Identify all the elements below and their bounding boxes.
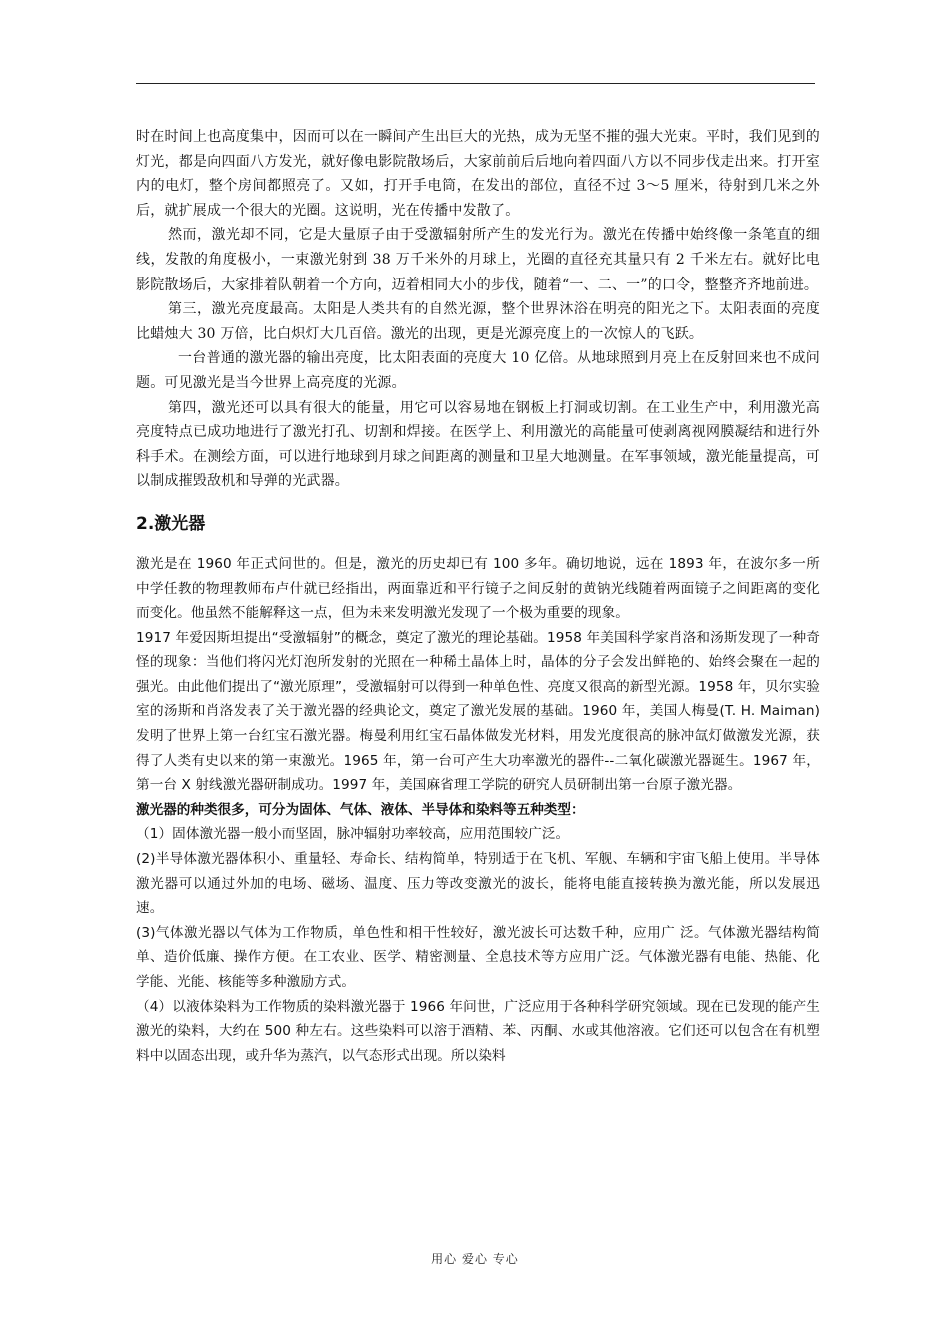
- paragraph-brightness: 第三，激光亮度最高。太阳是人类共有的自然光源，整个世界沐浴在明亮的阳光之下。太阳表面的亮度比蜡烛大 30 万倍，比白炽灯大几百倍。激光的出现，更是光源亮度上的一次惊人的飞跃。: [136, 301, 820, 342]
- paragraph-laser-straight-line: 然而，激光却不同，它是大量原子由于受激辐射所产生的发光行为。激光在传播中始终像一条笔直的细线，发散的角度极小，一束激光射到 38 万千米外的月球上，光圈的直径充其量只有 2 千米左右。就好比电影院散场后，大家排着队朝着一个方向，迈着相同大小的步伐，随着“一、二、一”的口令，整整齐齐地前进。: [136, 227, 820, 293]
- paragraph-energy: 第四，激光还可以具有很大的能量，用它可以容易地在钢板上打洞或切割。在工业生产中，利用激光高亮度特点已成功地进行了激光打孔、切割和焊接。在医学上、利用激光的高能量可使剥离视网膜凝结和进行外科手术。在测绘方面，可以进行地球到月球之间距离的测量和卫星大地测量。在军事领域，激光能量提高，可以制成摧毁敌机和导弹的光武器。: [136, 399, 820, 490]
- laser-type-semiconductor: (2)半导体激光器体积小、重量轻、寿命长、结构简单，特别适于在飞机、军舰、车辆和宇宙飞船上使用。半导体激光器可以通过外加的电场、磁场、温度、压力等改变激光的波长，能将电能直接转换为激光能，所以发展迅速。: [136, 851, 820, 917]
- paragraph-light-divergence: 时在时间上也高度集中，因而可以在一瞬间产生出巨大的光热，成为无坚不摧的强大光束。平时，我们见到的灯光，都是向四面八方发光，就好像电影院散场后，大家前前后后地向着四面八方以不同步伐走出来。打开室内的电灯，整个房间都照亮了。又如，打开手电筒，在发出的部位，直径不过 3～5 厘米，待射到几米之外后，就扩展成一个很大的光圈。这说明，光在传播中发散了。: [136, 129, 820, 219]
- section-heading: 2.激光器: [136, 513, 206, 534]
- page-footer: 用心 爱心 专心: [431, 1252, 519, 1266]
- laser-types-intro: 激光器的种类很多，可分为固体、气体、液体、半导体和染料等五种类型：: [136, 801, 585, 818]
- page-body: [136, 125, 820, 1068]
- paragraph-laser-history: 激光是在 1960 年正式问世的。但是，激光的历史却已有 100 多年。确切地说，远在 1893 年，在波尔多一所中学任教的物理教师布卢什就已经指出，两面靠近和平行镜子之间反射的黄钠光线随着两面镜子之间距离的变化而变化。他虽然不能解释这一点，但为未来发明激光发现了一个极为重要的现象。: [136, 555, 820, 622]
- laser-type-dye: （4）以液体染料为工作物质的染料激光器于 1966 年问世，广泛应用于各种科学研究领域。现在已发现的能产生激光的染料，大约在 500 种左右。这些染料可以溶于酒精、苯、丙酮、水或其他溶液。它们还可以包含在有机塑料中以固态出现，或升华为蒸汽，以气态形式出现。所以染料: [136, 998, 820, 1064]
- paragraph-brightness-comparison: 一台普通的激光器的输出亮度，比太阳表面的亮度大 10 亿倍。从地球照到月亮上在反射回来也不成问题。可见激光是当今世界上高亮度的光源。: [136, 350, 820, 391]
- header-rule: [136, 83, 815, 84]
- laser-type-gas: (3)气体激光器以气体为工作物质，单色性和相干性较好，激光波长可达数千种，应用广 泛。气体激光器结构简单、造价低廉、操作方便。在工农业、医学、精密测量、全息技术等方应用广泛。气体激光器有电能、热能、化学能、光能、核能等多种激励方式。: [136, 924, 820, 990]
- laser-type-solid: （1）固体激光器一般小而坚固，脉冲辐射功率较高，应用范围较广泛。: [136, 826, 570, 843]
- paragraph-laser-development: 1917 年爱因斯坦提出“受激辐射”的概念，奠定了激光的理论基础。1958 年美国科学家肖洛和汤斯发现了一种奇怪的现象：当他们将闪光灯泡所发射的光照在一种稀土晶体上时，晶体的分子会发出鲜艳的、始终会聚在一起的强光。由此他们提出了“激光原理”，受激辐射可以得到一种单色性、亮度又很高的新型光源。1958 年，贝尔实验室的汤斯和肖洛发表了关于激光器的经典论文，奠定了激光发展的基础。1960 年，美国人梅曼(T. H. Maiman)发明了世界上第一台红宝石激光器。梅曼利用红宝石晶体做发光材料，用发光度很高的脉冲氙灯做激发光源，获得了人类有史以来的第一束激光。1965 年，第一台可产生大功率激光的器件--二氧化碳激光器诞生。1967 年，第一台 X 射线激光器研制成功。1997 年，美国麻省理工学院的研究人员研制出第一台原子激光器。: [136, 629, 820, 794]
